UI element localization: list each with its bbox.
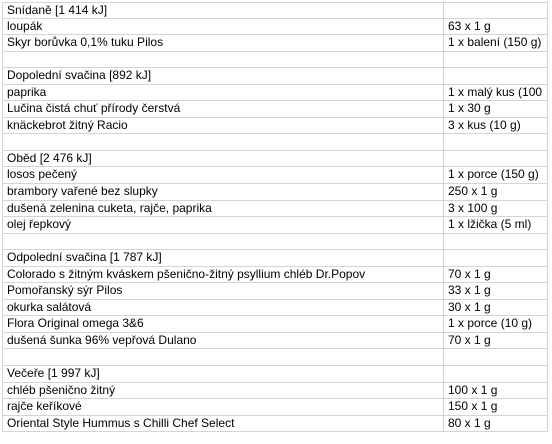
amount-cell[interactable] — [444, 68, 548, 84]
table-row — [2, 316, 548, 333]
amount-cell[interactable]: 3 x 100 g — [444, 201, 548, 217]
table-row — [2, 383, 548, 400]
table-row — [2, 283, 548, 300]
food-name-cell[interactable]: Pomořanský sýr Pilos — [2, 283, 444, 299]
food-name-cell[interactable]: Oběd [2 476 kJ] — [2, 151, 444, 167]
table-row — [2, 399, 548, 416]
food-name-cell[interactable] — [2, 234, 444, 250]
table-row — [2, 333, 548, 350]
amount-cell[interactable]: 3 x kus (10 g) — [444, 118, 548, 134]
food-name-cell[interactable]: Flora Original omega 3&6 — [2, 316, 444, 332]
table-row — [2, 151, 548, 168]
amount-cell[interactable] — [444, 366, 548, 382]
food-name-cell[interactable]: paprika — [2, 85, 444, 101]
food-name-cell[interactable]: Snídaně [1 414 kJ] — [2, 3, 444, 18]
amount-cell[interactable]: 80 x 1 g — [444, 416, 548, 432]
table-row — [2, 35, 548, 52]
food-name-cell[interactable] — [2, 52, 444, 68]
food-name-cell[interactable]: Lučina čistá chuť přírody čerstvá — [2, 101, 444, 117]
food-name-cell[interactable]: Colorado s žitným kváskem pšeničnо-žitný psyllium chléb Dr.Popov — [2, 267, 444, 283]
amount-cell[interactable]: 1 x 30 g — [444, 101, 548, 117]
amount-cell[interactable]: 70 x 1 g — [444, 333, 548, 349]
amount-cell[interactable]: 100 x 1 g — [444, 383, 548, 399]
table-row — [2, 349, 548, 366]
food-name-cell[interactable]: brambory vařené bez slupky — [2, 184, 444, 200]
table-row — [2, 267, 548, 284]
table-row — [2, 250, 548, 267]
food-name-cell[interactable]: dušená zelenina cuketa, rajče, paprika — [2, 201, 444, 217]
table-row — [2, 300, 548, 317]
amount-cell[interactable]: 150 x 1 g — [444, 399, 548, 415]
table-row — [2, 234, 548, 251]
food-name-cell[interactable]: Večeře [1 997 kJ] — [2, 366, 444, 382]
table-row — [2, 201, 548, 218]
amount-cell[interactable]: 63 x 1 g — [444, 19, 548, 35]
table-row — [2, 167, 548, 184]
amount-cell[interactable] — [444, 349, 548, 365]
table-row — [2, 134, 548, 151]
food-name-cell[interactable]: okurka salátová — [2, 300, 444, 316]
amount-cell[interactable] — [444, 52, 548, 68]
amount-cell[interactable] — [444, 151, 548, 167]
amount-cell[interactable]: 1 x porce (10 g) — [444, 316, 548, 332]
food-name-cell[interactable]: loupák — [2, 19, 444, 35]
table-row — [2, 184, 548, 201]
amount-cell[interactable] — [444, 134, 548, 150]
table-row — [2, 366, 548, 383]
food-name-cell[interactable]: Dopolední svačina [892 kJ] — [2, 68, 444, 84]
food-name-cell[interactable]: dušená šunka 96% vepřová Dulano — [2, 333, 444, 349]
food-name-cell[interactable]: olej řepkový — [2, 217, 444, 233]
amount-cell[interactable] — [444, 3, 548, 18]
table-row — [2, 2, 548, 19]
food-name-cell[interactable]: Odpolední svačina [1 787 kJ] — [2, 250, 444, 266]
food-name-cell[interactable]: knäckebrot žitný Racio — [2, 118, 444, 134]
table-row — [2, 101, 548, 118]
food-name-cell[interactable] — [2, 349, 444, 365]
amount-cell[interactable]: 1 x porce (150 g) — [444, 167, 548, 183]
amount-cell[interactable]: 1 x malý kus (100 — [444, 85, 548, 101]
amount-cell[interactable]: 33 x 1 g — [444, 283, 548, 299]
food-name-cell[interactable]: Oriental Style Hummus s Chilli Chef Select — [2, 416, 444, 432]
food-name-cell[interactable]: chléb pšeničnо žitný — [2, 383, 444, 399]
amount-cell[interactable] — [444, 234, 548, 250]
meal-plan-table — [2, 2, 548, 432]
amount-cell[interactable] — [444, 250, 548, 266]
table-row — [2, 217, 548, 234]
amount-cell[interactable]: 250 x 1 g — [444, 184, 548, 200]
amount-cell[interactable]: 30 x 1 g — [444, 300, 548, 316]
table-row — [2, 68, 548, 85]
table-row — [2, 416, 548, 433]
food-name-cell[interactable]: losos pečený — [2, 167, 444, 183]
amount-cell[interactable]: 1 x lžička (5 ml) — [444, 217, 548, 233]
amount-cell[interactable]: 70 x 1 g — [444, 267, 548, 283]
table-row — [2, 19, 548, 36]
food-name-cell[interactable] — [2, 134, 444, 150]
table-row — [2, 118, 548, 135]
food-name-cell[interactable]: Skyr borůvka 0,1% tuku Pilos — [2, 35, 444, 51]
table-row — [2, 52, 548, 69]
amount-cell[interactable]: 1 x balení (150 g) — [444, 35, 548, 51]
table-row — [2, 85, 548, 102]
food-name-cell[interactable]: rajče keříkové — [2, 399, 444, 415]
